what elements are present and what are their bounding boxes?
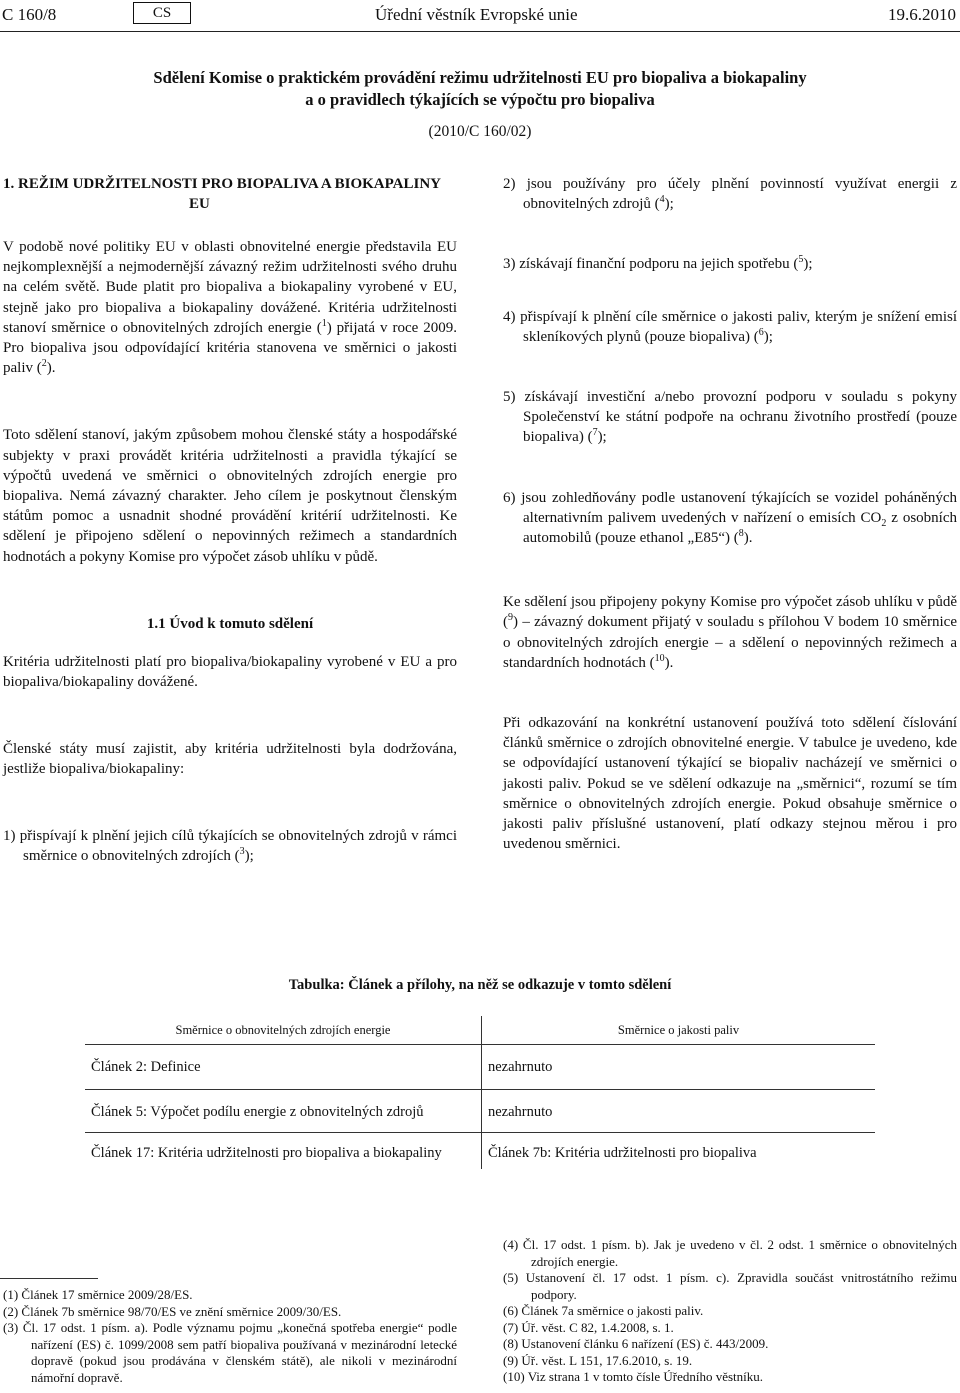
list-item-4: 4) přispívají k plnění cíle směrnice o jakosti paliv, kterým je snížení emisí skleníkových plynů (pouze biopaliva) ($^6$);	[503, 308, 957, 345]
table-row	[85, 1045, 875, 1090]
footnotes-left	[3, 1287, 457, 1386]
table-cell: Článek 17: Kritéria udržitelnosti pro biopaliva a biokapaliny	[85, 1133, 482, 1170]
footnote: (8) Ustanovení článku 6 nařízení (ES) č. 443/2009.	[503, 1336, 769, 1351]
reference-table	[85, 1016, 875, 1169]
section-1-heading: 1. REŽIM UDRŽITELNOSTI PRO BIOPALIVA A BIOKAPALINY EU	[3, 176, 442, 212]
footnote: (9) Úř. věst. L 151, 17.6.2010, s. 19.	[503, 1352, 693, 1368]
table-caption: Tabulka: Článek a přílohy, na něž se odkazuje v tomto sdělení	[288, 977, 672, 993]
issue-date: 19.6.2010	[888, 5, 956, 24]
left-column	[3, 174, 457, 866]
table-cell: Článek 7b: Kritéria udržitelnosti pro biopaliva	[488, 1145, 757, 1161]
paragraph-intro: V podobě nové politiky EU v oblasti obnovitelné energie představila EU nejkomplexnější a nejmodernější závazný režim udržitelnosti svého druhu na celém světě. Bude platit pro biopaliva a biokapaliny vyrobené v EU, stejně jako pro biopaliva a biokapaliny dovážené. Kritéria udržitelnosti stanoví směrnice o obnovitelných zdrojích energie ($^1$) přijatá v roce 2009. Pro biopaliva jsou odpovídající kritéria stanovena ve směrnici o jakosti paliv ($^2$).	[3, 239, 458, 377]
table-cell: Článek 5: Výpočet podílu energie z obnovitelných zdrojů	[85, 1090, 482, 1133]
footnote: (5) Ustanovení čl. 17 odst. 1 písm. c). Zpravidla součást vnitrostátního režimu podpory.	[503, 1270, 958, 1302]
document-title-line2: a o pravidlech týkajících se výpočtu pro biopaliva	[305, 90, 655, 109]
right-column	[503, 174, 957, 854]
list-item-6: 6) jsou zohledňovány podle ustanovení týkajících se vozidel poháněných alternativním palivem uvedených v nařízení o emisích $CO_2$ z osobních automobilů (pouze ethanol „E85“) ($^8$).	[503, 489, 957, 547]
table-cell: nezahrnuto	[482, 1090, 876, 1133]
footnotes-right	[503, 1237, 957, 1386]
page-reference: C 160/8	[2, 5, 57, 24]
document-reference: (2010/C 160/02)	[428, 123, 532, 140]
table-row	[85, 1090, 875, 1133]
footnote-rule	[0, 1278, 98, 1279]
table-cell: nezahrnuto	[482, 1045, 876, 1090]
table-row	[85, 1133, 875, 1170]
header-rule	[0, 31, 960, 32]
list-item-1: 1) přispívají k plnění jejich cílů týkajících se obnovitelných zdrojů v rámci směrnice o obnovitelných zdrojích ($^3$);	[3, 827, 457, 864]
table-header-cell: Směrnice o jakosti paliv	[482, 1016, 876, 1045]
list-item-2: 2) jsou používány pro účely plnění povinností využívat energii z obnovitelných zdrojů ($^4$);	[503, 176, 957, 213]
section-1-1-heading: 1.1 Úvod k tomuto sdělení	[146, 615, 314, 632]
footnote: (1) Článek 17 směrnice 2009/28/ES.	[3, 1287, 193, 1302]
table-header-row	[85, 1016, 875, 1045]
footnote: (2) Článek 7b směrnice 98/70/ES ve znění směrnice 2009/30/ES.	[3, 1303, 342, 1319]
footnote: (3) Čl. 17 odst. 1 písm. a). Podle významu pojmu „konečná spotřeba energie“ podle nařízení (ES) č. 1099/2008 sem patří biopaliva používaná v mezinárodní letecké dopravě (pokud jsou prodávána v členském státě), ale nikoli v mezinárodní námořní dopravě.	[3, 1320, 457, 1385]
paragraph-numbering: Při odkazování na konkrétní ustanovení používá toto sdělení číslování článků směrnice o zdrojích obnovitelné energie. V tabulce je uvedeno, kde se odpovídající ustanovení týkající se biopaliv nacházejí ve směrnici o jakosti paliv. Pokud se ve sdělení odkazuje na „směrnici“, rozumí se tím směrnice o obnovitelných zdrojích energie. Pokud obsahuje směrnice o jakosti paliv příslušné ustanovení, platí odkazy stejnou měrou i pro uvedenou směrnici.	[503, 715, 957, 853]
document-title-line1: Sdělení Komise o praktickém provádění režimu udržitelnosti EU pro biopaliva a biokapaliny	[153, 68, 807, 87]
footnote: (4) Čl. 17 odst. 1 písm. b). Jak je uvedeno v čl. 2 odst. 1 směrnice o obnovitelných zdrojích energie.	[503, 1237, 958, 1269]
paragraph-purpose: Toto sdělení stanoví, jakým způsobem mohou členské státy a hospodářské subjekty v praxi provádět kritéria udržitelnosti a pravidla týkající se výpočtů uvedená ve směrnici o obnovitelných zdrojích energie pro biopaliva. Nemá závazný charakter. Jeho cílem je poskytnout členským státům pomoc a usnadnit shodné provádění kritérií udržitelnosti. Ke sdělení je připojeno sdělení o nepovinných režimech a standardních hodnotách a pokyny Komise pro výpočet zásob uhlíku v půdě.	[3, 427, 457, 565]
list-item-3: 3) získávají finanční podporu na jejich spotřebu ($^5$);	[503, 254, 813, 273]
footnote: (6) Článek 7a směrnice o jakosti paliv.	[503, 1303, 704, 1318]
footnote: (10) Viz strana 1 v tomto čísle Úředního věstníku.	[503, 1369, 764, 1384]
list-item-5: 5) získávají investiční a/nebo provozní podporu v souladu s pokyny Společenství ke státní podpoře na ochranu životního prostředí (pouze biopaliva) ($^7$);	[503, 389, 957, 446]
paragraph-annexes: Ke sdělení jsou připojeny pokyny Komise pro výpočet zásob uhlíku v půdě ($^9$) – závazný dokument přijatý v souladu s přílohou V bodem 10 směrnice o obnovitelných zdrojích energie – a sdělení o nepovinných režimech a standardních hodnotách ($^{10}$).	[503, 594, 957, 671]
language-badge: CS	[133, 2, 191, 24]
table-cell: Článek 2: Definice	[85, 1045, 482, 1090]
journal-name: Úřední věstník Evropské unie	[375, 5, 578, 24]
paragraph-scope: Kritéria udržitelnosti platí pro biopaliva/biokapaliny vyrobené v EU a pro biopaliva/biokapaliny dovážené.	[3, 653, 457, 691]
paragraph-member-states: Členské státy musí zajistit, aby kritéria udržitelnosti byla dodržována, jestliže biopaliva/biokapaliny:	[3, 741, 457, 778]
table-header-cell: Směrnice o obnovitelných zdrojích energie	[85, 1016, 482, 1045]
footnote: (7) Úř. věst. C 82, 1.4.2008, s. 1.	[503, 1319, 674, 1335]
